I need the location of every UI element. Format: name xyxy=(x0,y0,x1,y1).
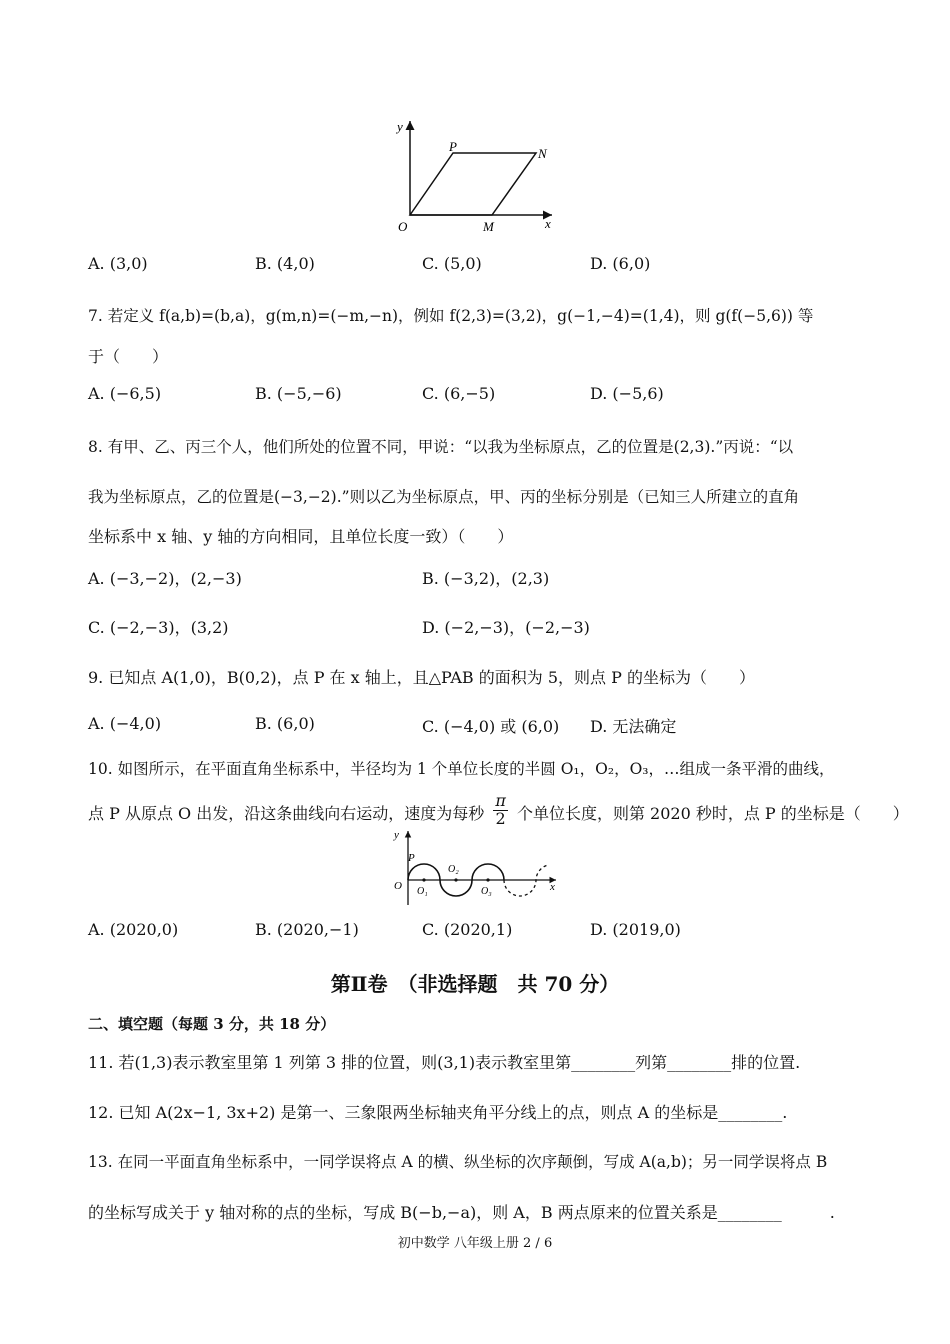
q11-text: 11. 若(1,3)表示教室里第 1 列第 3 排的位置，则(3,1)表示教室里第________列第________排的位置. xyxy=(88,1053,801,1072)
label-O: O xyxy=(398,219,408,234)
label-x: x xyxy=(550,881,555,893)
fraction-denominator: 2 xyxy=(495,808,506,828)
q7-stem-line2: 于（ ） xyxy=(88,347,169,366)
q6-option-d[interactable]: D. (6,0) xyxy=(590,254,651,273)
q10-option-a[interactable]: A. (2020,0) xyxy=(88,920,179,939)
q10-option-d[interactable]: D. (2019,0) xyxy=(590,920,681,939)
q7-stem-line1: 7. 若定义 f(a,b)=(b,a)，g(m,n)=(−m,−n)，例如 f(2,3)=(3,2)，g(−1,−4)=(1,4)，则 g(f(−5,6)) 等 xyxy=(88,307,814,325)
q9-option-b[interactable]: B. (6,0) xyxy=(255,714,315,733)
q7-option-c[interactable]: C. (6,−5) xyxy=(422,384,496,403)
q6-option-c[interactable]: C. (5,0) xyxy=(422,254,482,273)
q8-option-a[interactable]: A. (−3,−2)，(2,−3) xyxy=(88,569,242,588)
label-y: y xyxy=(397,119,403,134)
q6-option-b[interactable]: B. (4,0) xyxy=(255,254,315,273)
q7-option-a[interactable]: A. (−6,5) xyxy=(88,384,162,403)
q13-line2: 的坐标写成关于 y 轴对称的点的坐标，写成 B(−b,−a)，则 A，B 两点原来的位置关系是________ . xyxy=(88,1203,835,1222)
q10-stem-line2-end: 个单位长度，则第 2020 秒时，点 P 的坐标是（ ） xyxy=(516,803,909,823)
q8-option-b[interactable]: B. (−3,2)，(2,3) xyxy=(422,569,550,588)
q7-option-b[interactable]: B. (−5,−6) xyxy=(255,384,342,403)
label-O3: O₃ xyxy=(481,886,492,897)
center-O3 xyxy=(486,878,489,881)
label-O1: O₁ xyxy=(417,886,428,897)
q8-option-c[interactable]: C. (−2,−3)，(3,2) xyxy=(88,618,229,637)
q10-option-b[interactable]: B. (2020,−1) xyxy=(255,920,359,939)
center-O1 xyxy=(422,878,425,881)
section-2-title: 第Ⅱ卷 （非选择题 共 70 分） xyxy=(330,972,620,996)
q9-option-a[interactable]: A. (−4,0) xyxy=(88,714,162,733)
fraction-numerator: π xyxy=(495,791,506,810)
q8-stem-line1: 8. 有甲、乙、丙三个人，他们所处的位置不同，甲说：“以我为坐标原点，乙的位置是(2,3).”丙说：“以 xyxy=(88,438,794,456)
label-x: x xyxy=(545,216,551,231)
q9-stem: 9. 已知点 A(1,0)，B(0,2)，点 P 在 x 轴上，且△PAB 的面积为 5，则点 P 的坐标为（ ） xyxy=(88,668,755,687)
q7-option-d[interactable]: D. (−5,6) xyxy=(590,384,664,403)
q8-stem-line3: 坐标系中 x 轴、y 轴的方向相同，且单位长度一致）（ ） xyxy=(88,527,514,546)
q8-stem-line2: 我为坐标原点，乙的位置是(−3,−2).”则以乙为坐标原点，甲、丙的坐标分别是（已知三人所建立的直角 xyxy=(88,488,800,506)
label-y: y xyxy=(394,829,399,841)
q9-option-c[interactable]: C. (−4,0) 或 (6,0) xyxy=(422,717,560,736)
q10-stem-line2-start: 点 P 从原点 O 出发，沿这条曲线向右运动，速度为每秒 xyxy=(88,803,485,823)
page-footer: 初中数学 八年级上册 2 / 6 xyxy=(397,1236,553,1251)
parallelogram-OPNM xyxy=(410,153,536,215)
label-P: P xyxy=(449,139,457,154)
q10-stem-line1: 10. 如图所示，在平面直角坐标系中，半径均为 1 个单位长度的半圆 O₁，O₂，O₃，…组成一条平滑的曲线， xyxy=(88,760,835,778)
label-O2: O₂ xyxy=(448,864,459,875)
label-O: O xyxy=(394,880,402,892)
label-N: N xyxy=(538,146,547,161)
q10-option-c[interactable]: C. (2020,1) xyxy=(422,920,513,939)
center-O2 xyxy=(454,878,457,881)
pi-over-2-fraction xyxy=(493,793,508,828)
q9-option-d[interactable]: D. 无法确定 xyxy=(590,717,677,736)
fill-in-blank-heading: 二、填空题（每题 3 分，共 18 分） xyxy=(88,1015,336,1033)
q13-line1: 13. 在同一平面直角坐标系中，一同学误将点 A 的横、纵坐标的次序颠倒，写成 A(a,b)；另一同学误将点 B xyxy=(88,1153,828,1171)
parallelogram-figure xyxy=(390,115,565,235)
label-P: P xyxy=(408,852,415,864)
q6-option-a[interactable]: A. (3,0) xyxy=(88,254,148,273)
q8-option-d[interactable]: D. (−2,−3)，(−2,−3) xyxy=(422,618,590,637)
semicircle-curve-figure xyxy=(388,827,568,909)
q12-text: 12. 已知 A(2x−1, 3x+2) 是第一、三象限两坐标轴夹角平分线上的点，则点 A 的坐标是________. xyxy=(88,1103,788,1122)
label-M: M xyxy=(483,219,494,234)
